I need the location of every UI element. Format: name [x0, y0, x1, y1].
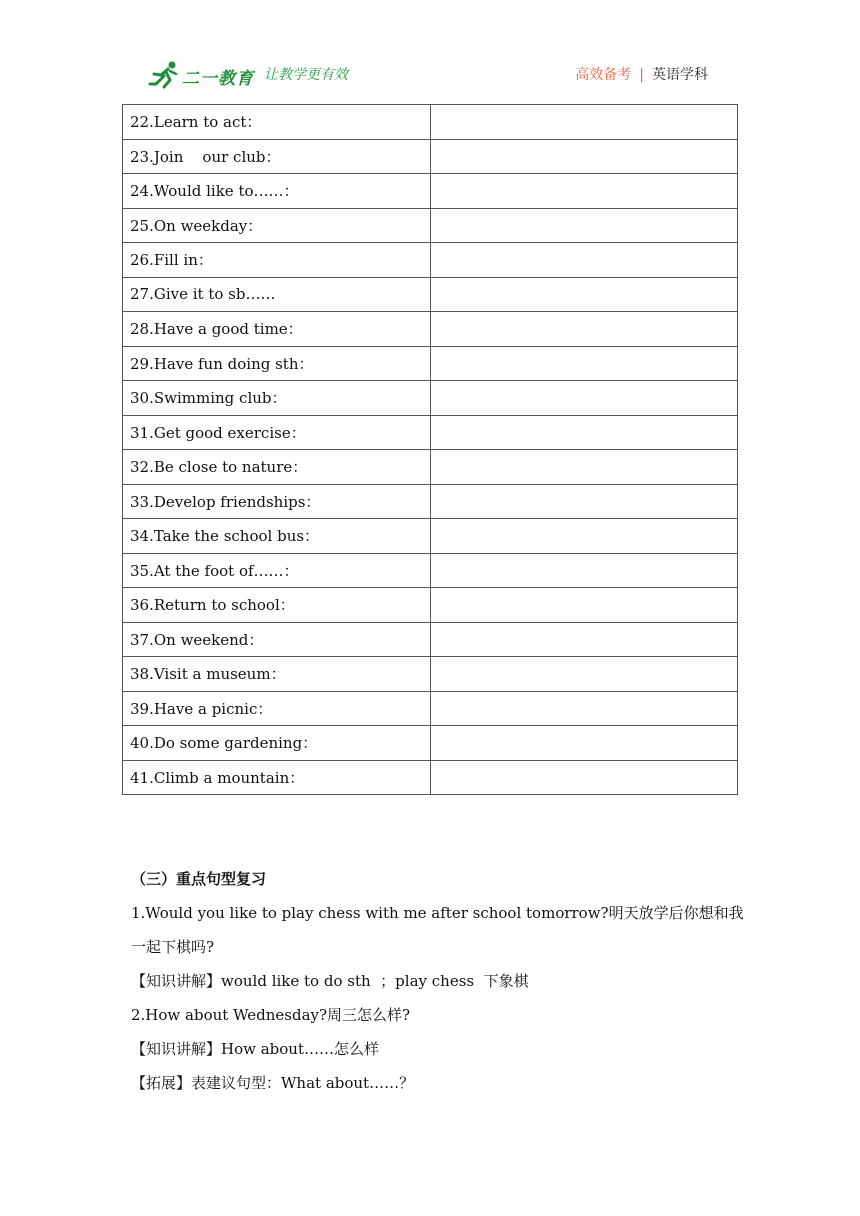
answer-cell[interactable] [431, 484, 738, 519]
table-row [123, 622, 738, 657]
slogan: 让教学更有效 [264, 67, 348, 83]
answer-cell[interactable] [431, 588, 738, 623]
tagline: 高效备考 [575, 67, 632, 83]
table-row [123, 415, 738, 450]
answer-cell[interactable] [431, 174, 738, 209]
answer-cell[interactable] [431, 519, 738, 554]
table-row [123, 312, 738, 347]
phrase-cell: 26.Fill in： [123, 243, 431, 278]
answer-cell[interactable] [431, 450, 738, 485]
answer-cell[interactable] [431, 105, 738, 140]
logo-text: 二一教育 [182, 69, 254, 89]
subject-label: 英语学科 [652, 67, 708, 83]
table-row [123, 174, 738, 209]
phrase-cell: 28.Have a good time： [123, 312, 431, 347]
table-row [123, 243, 738, 278]
phrase-cell: 39.Have a picnic： [123, 691, 431, 726]
running-figure-icon [148, 60, 182, 90]
key-sentences-section [131, 862, 744, 1100]
table-row [123, 277, 738, 312]
answer-cell[interactable] [431, 760, 738, 795]
sentence-line: 【拓展】表建议句型：What about……？ [131, 1074, 415, 1092]
phrase-cell: 38.Visit a museum： [123, 657, 431, 692]
sentence-line: 【知识讲解】would like to do sth ；play chess 下象棋 [131, 972, 529, 990]
phrase-cell: 22.Learn to act： [123, 105, 431, 140]
section-title: （三）重点句型复习 [131, 870, 267, 888]
table-row [123, 139, 738, 174]
header-separator: | [639, 67, 644, 83]
sentence-line: 1.Would you like to play chess with me after school tomorrow?明天放学后你想和我 [131, 904, 744, 922]
answer-cell[interactable] [431, 657, 738, 692]
answer-cell[interactable] [431, 415, 738, 450]
sentence-line: 【知识讲解】How about……怎么样 [131, 1040, 379, 1058]
table-row [123, 450, 738, 485]
table-row [123, 346, 738, 381]
phrase-cell: 29.Have fun doing sth： [123, 346, 431, 381]
answer-cell[interactable] [431, 312, 738, 347]
answer-cell[interactable] [431, 208, 738, 243]
table-row [123, 657, 738, 692]
vocabulary-table [122, 104, 738, 795]
logo [148, 58, 258, 92]
answer-cell[interactable] [431, 691, 738, 726]
phrase-cell: 35.At the foot of……： [123, 553, 431, 588]
phrase-cell: 37.On weekend： [123, 622, 431, 657]
answer-cell[interactable] [431, 346, 738, 381]
phrase-cell: 34.Take the school bus： [123, 519, 431, 554]
phrase-cell: 36.Return to school： [123, 588, 431, 623]
phrase-cell: 40.Do some gardening： [123, 726, 431, 761]
table-row [123, 726, 738, 761]
table-row [123, 691, 738, 726]
table-row [123, 553, 738, 588]
phrase-cell: 32.Be close to nature： [123, 450, 431, 485]
phrase-cell: 31.Get good exercise： [123, 415, 431, 450]
sentence-line: 一起下棋吗? [131, 938, 215, 956]
header-right [575, 64, 708, 84]
answer-cell[interactable] [431, 553, 738, 588]
table-row [123, 519, 738, 554]
table-row [123, 381, 738, 416]
table-row [123, 760, 738, 795]
table-row [123, 208, 738, 243]
answer-cell[interactable] [431, 277, 738, 312]
sentence-line: 2.How about Wednesday?周三怎么样? [131, 1006, 411, 1024]
phrase-cell: 24.Would like to……： [123, 174, 431, 209]
phrase-cell: 25.On weekday： [123, 208, 431, 243]
answer-cell[interactable] [431, 726, 738, 761]
answer-cell[interactable] [431, 139, 738, 174]
table-row [123, 484, 738, 519]
table-row [123, 588, 738, 623]
phrase-cell: 27.Give it to sb…… [123, 277, 431, 312]
phrase-cell: 41.Climb a mountain： [123, 760, 431, 795]
phrase-cell: 30.Swimming club： [123, 381, 431, 416]
phrase-cell: 23.Join our club： [123, 139, 431, 174]
answer-cell[interactable] [431, 243, 738, 278]
answer-cell[interactable] [431, 622, 738, 657]
page-header [148, 58, 708, 92]
answer-cell[interactable] [431, 381, 738, 416]
table-row [123, 105, 738, 140]
phrase-cell: 33.Develop friendships： [123, 484, 431, 519]
